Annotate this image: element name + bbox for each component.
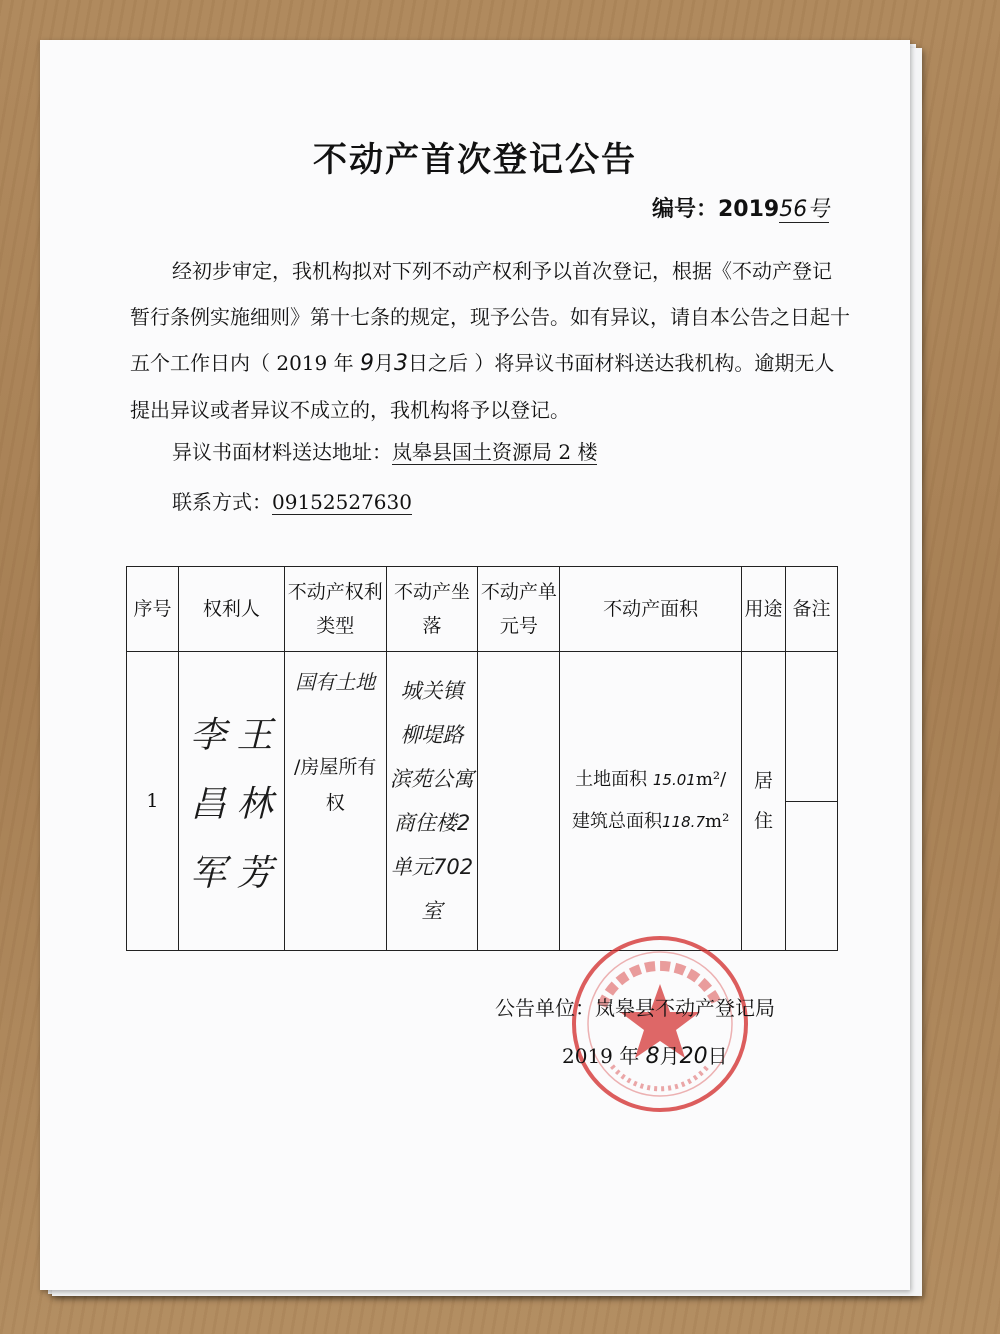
land-area-label: 土地面积 (575, 769, 648, 790)
header-seq: 序号 (127, 567, 179, 652)
location-lines (387, 669, 478, 933)
remark-top (786, 652, 837, 802)
header-area: 不动产面积 (560, 567, 742, 652)
location-line: 商住楼2 (393, 811, 471, 835)
contact-value: 09152527630 (272, 490, 412, 514)
paragraph-text-a: 经初步审定，我机构拟对下列不动产权利予以首次登记，根据《不动产登记暂行条例实施细则》第十七条的规定，现予公告。如有异议，请自本公告之日起十五个工作日内（ 2019 年 (130, 259, 850, 375)
location-line: 城关镇 (400, 679, 464, 703)
issuer-name: 岚皋县不动产登记局 (595, 996, 775, 1020)
header-unit-no: 不动产单元号 (478, 567, 560, 652)
cell-unit-no (478, 652, 560, 951)
paragraph-month-label: 月 (373, 351, 394, 375)
paragraph-text-c: 日之后 ）将异议书面材料送达我机构。逾期无人提出异议或者异议不成立的，我机构将予以登记。 (130, 351, 835, 422)
right-type-printed: /房屋所有权 (294, 756, 377, 814)
owner2-char: 王 (236, 714, 273, 756)
header-usage: 用途 (742, 567, 786, 652)
owner-name-1 (190, 707, 226, 896)
address-label: 异议书面材料送达地址： (172, 440, 392, 464)
objection-address (172, 436, 597, 465)
cell-right-type (284, 652, 386, 951)
document-number (652, 192, 829, 223)
notice-paragraph (130, 248, 850, 433)
building-area-value: 118.7 (662, 813, 705, 831)
document-number-prefix: 编号：2019 (652, 197, 780, 222)
cell-location (386, 652, 478, 951)
location-line: 单元702室 (391, 855, 474, 923)
header-remark: 备注 (786, 567, 838, 652)
usage-value: 居住 (754, 770, 774, 832)
contact-label: 联系方式： (172, 490, 272, 514)
objection-day: 3 (393, 351, 408, 376)
land-area-value: 15.01 (652, 771, 696, 789)
registration-table (126, 566, 838, 951)
remark-split (786, 652, 837, 950)
header-right-type: 不动产权利类型 (284, 567, 386, 652)
address-value: 岚皋县国土资源局 2 楼 (392, 440, 598, 464)
owner2-char: 芳 (236, 852, 273, 894)
cell-usage (742, 652, 786, 951)
issue-year: 2019 年 (562, 1044, 640, 1068)
cell-seq: 1 (127, 652, 179, 951)
land-area (560, 759, 741, 801)
owner-name-2 (237, 707, 273, 896)
building-area-label: 建筑总面积 (572, 811, 663, 832)
notice-title: 不动产首次登记公告 (313, 140, 637, 180)
issue-date (562, 1040, 728, 1069)
table-row (127, 652, 838, 951)
area-values (560, 759, 741, 843)
remark-bottom (786, 802, 837, 951)
building-area-unit: m² (705, 811, 730, 832)
contact-info (172, 486, 412, 515)
issue-day: 20 (679, 1044, 708, 1069)
land-area-unit: m²/ (695, 769, 727, 790)
owner-names (179, 707, 284, 896)
document-number-handwritten: 56号 (779, 197, 830, 222)
owner1-char: 军 (190, 852, 227, 894)
issue-day-label: 日 (707, 1044, 728, 1068)
objection-month: 9 (359, 351, 374, 376)
building-area (560, 801, 741, 843)
issuer-label: 公告单位： (495, 996, 595, 1020)
notice-sheet (40, 40, 910, 1290)
issue-month-label: 月 (659, 1044, 680, 1068)
header-owner: 权利人 (178, 567, 284, 652)
cell-remark (786, 652, 838, 951)
seal-graphic (572, 936, 748, 1112)
issue-month: 8 (645, 1044, 660, 1069)
cell-area (560, 652, 742, 951)
seal-number-arc (612, 1066, 708, 1089)
cell-owner (178, 652, 284, 951)
official-seal (572, 936, 748, 1112)
owner1-char: 昌 (190, 783, 227, 825)
owner2-char: 林 (236, 783, 273, 825)
right-type-handwritten: 国有土地 (295, 670, 376, 694)
location-line: 柳堤路 (400, 723, 464, 747)
owner1-char: 李 (190, 714, 227, 756)
issuer (495, 992, 775, 1021)
header-location: 不动产坐落 (386, 567, 478, 652)
location-line: 滨苑公寓 (390, 767, 475, 791)
table-header-row (127, 567, 838, 652)
